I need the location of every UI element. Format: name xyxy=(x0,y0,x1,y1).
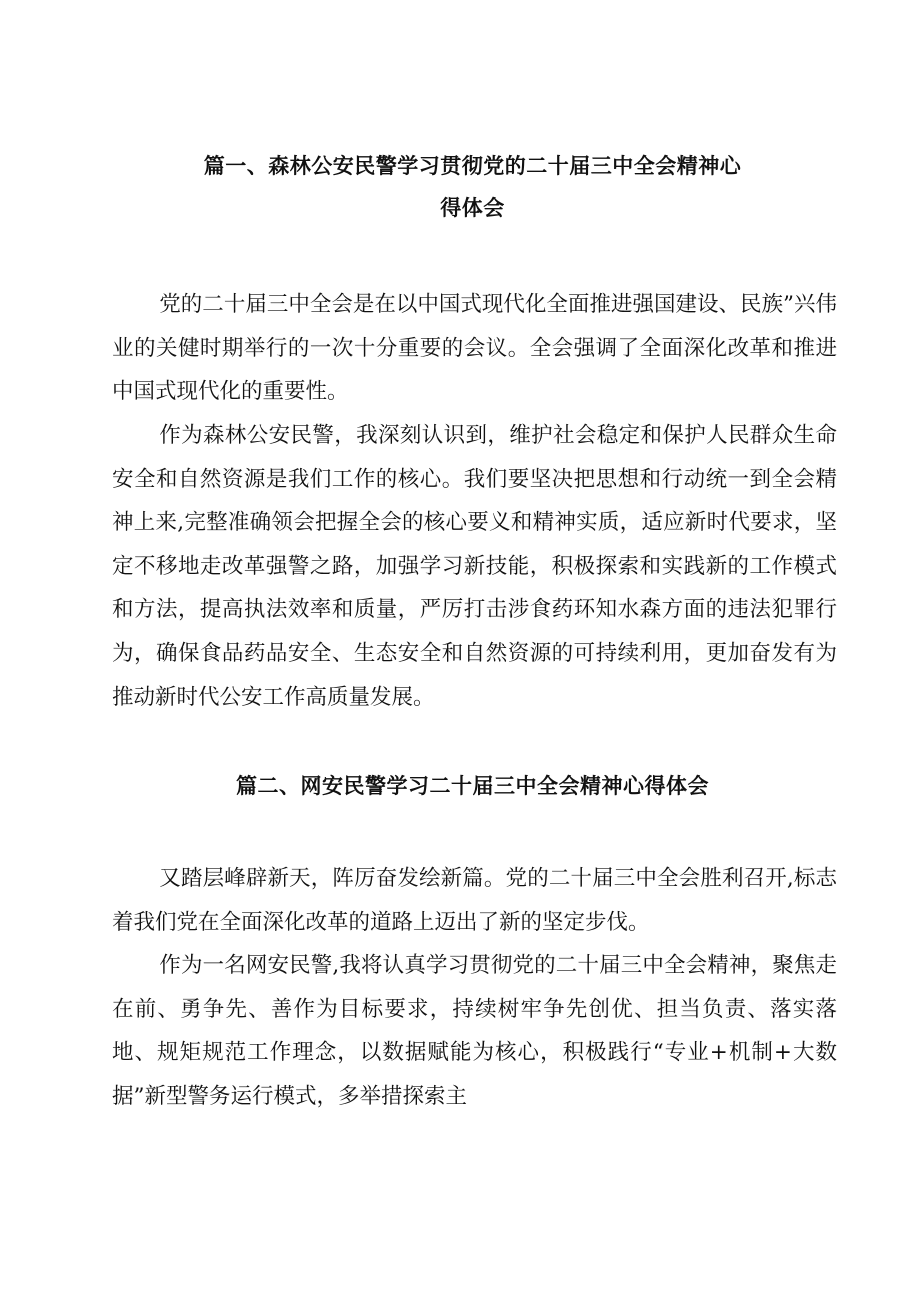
section-2-paragraph-2: 作为一名网安民警,我将认真学习贯彻党的二十届三中全会精神，聚焦走在前、勇争先、善作为目标要求，持续树牢争先创优、担当负责、落实落地、规矩规范工作理念，以数据赋能为核心，积极践行“专业+机制+大数据”新型警务运行模式，多举措探索主 xyxy=(112,953,837,1109)
section-1-title xyxy=(110,145,835,229)
section-2-paragraph-1: 又踏层峰辟新天，阵厉奋发绘新篇。党的二十届三中全会胜利召开,标志着我们党在全面深化改革的道路上迈出了新的坚定步伐。 xyxy=(112,866,837,935)
section-2-title: 篇二、网安民警学习二十届三中全会精神心得体会 xyxy=(236,773,709,798)
section-1-paragraph-2: 作为森林公安民警，我深刻认识到，维护社会稳定和保护人民群众生命安全和自然资源是我们工作的核心。我们要坚决把思想和行动统一到全会精神上来,完整准确领会把握全会的核心要义和精神实质，适应新时代要求，坚定不移地走改革强警之路，加强学习新技能，积极探索和实践新的工作模式和方法，提高执法效率和质量，严厉打击涉食药环知水森方面的违法犯罪行为，确保食品药品安全、生态安全和自然资源的可持续利用，更加奋发有为推动新时代公安工作高质量发展。 xyxy=(112,423,837,710)
section-1-paragraph-1: 党的二十届三中全会是在以中国式现代化全面推进强国建设、民族”兴伟业的关健时期举行的一次十分重要的会议。全会强调了全面深化改革和推进中国式现代化的重要性。 xyxy=(112,292,837,405)
section-1-title-line-1: 篇一、森林公安民警学习贯彻党的二十届三中全会精神心 xyxy=(203,153,742,178)
section-1-title-line-2: 得体会 xyxy=(440,195,505,220)
